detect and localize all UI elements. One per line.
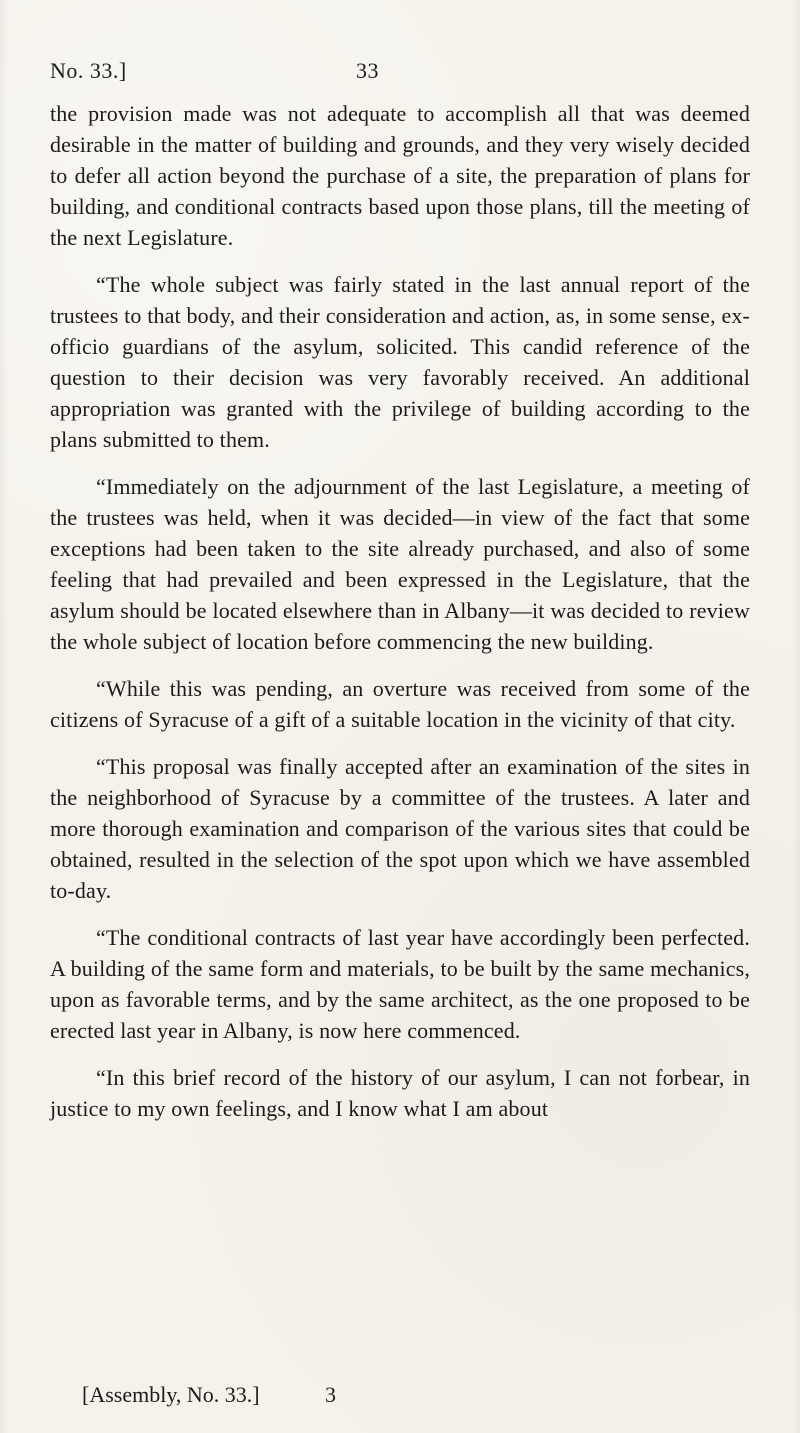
page-right-edge xyxy=(792,0,800,1433)
paragraph-4: “While this was pending, an overture was received from some of the citizens of Syracuse of a gift of a suitable location in the vicinity of that city. xyxy=(50,676,750,732)
page-header xyxy=(50,58,750,88)
paragraph-6: “The conditional contracts of last year have accordingly been perfected. A building of the same form and materials, to be built by the same mechanics, upon as favorable terms, and by the same architect, as the one proposed to be erected last year in Albany, is now here commenced. xyxy=(50,925,750,1043)
signature-mark: [Assembly, No. 33.] xyxy=(82,1382,260,1407)
page-footer xyxy=(82,1382,382,1412)
paragraph-7: “In this brief record of the history of our asylum, I can not forbear, in justice to my own feelings, and I know what I am about xyxy=(50,1065,750,1121)
paragraph-2: “The whole subject was fairly stated in the last annual report of the trustees to that body, and their consideration and action, as, in some sense, ex-officio guardians of the asylum, solicited. This candid reference of the question to their decision was very favorably received. An additional appropriation was granted with the privilege of building according to the plans submitted to them. xyxy=(50,272,750,452)
document-number: No. 33.] xyxy=(50,58,127,83)
sheet-number: 3 xyxy=(325,1382,336,1407)
paragraph-5: “This proposal was finally accepted after an examination of the sites in the neighborhood of Syracuse by a committee of the trustees. A later and more thorough examination and comparison of the various sites that could be obtained, resulted in the selection of the spot upon which we have assembled to-day. xyxy=(50,754,750,903)
page-left-edge xyxy=(0,0,8,1433)
page-number: 33 xyxy=(356,58,379,83)
paragraph-3: “Immediately on the adjournment of the last Legislature, a meeting of the trustees was held, when it was decided—in view of the fact that some exceptions had been taken to the site already purchased, and also of some feeling that had prevailed and been expressed in the Legislature, that the asylum should be located elsewhere than in Albany—it was decided to review the whole subject of location before commencing the new building. xyxy=(50,474,750,654)
body-text xyxy=(50,98,750,1140)
paragraph-1: the provision made was not adequate to accomplish all that was deemed desirable in the matter of building and grounds, and they very wisely decided to defer all action beyond the purchase of a site, the preparation of plans for building, and conditional contracts based upon those plans, till the meeting of the next Legislature. xyxy=(50,101,750,250)
